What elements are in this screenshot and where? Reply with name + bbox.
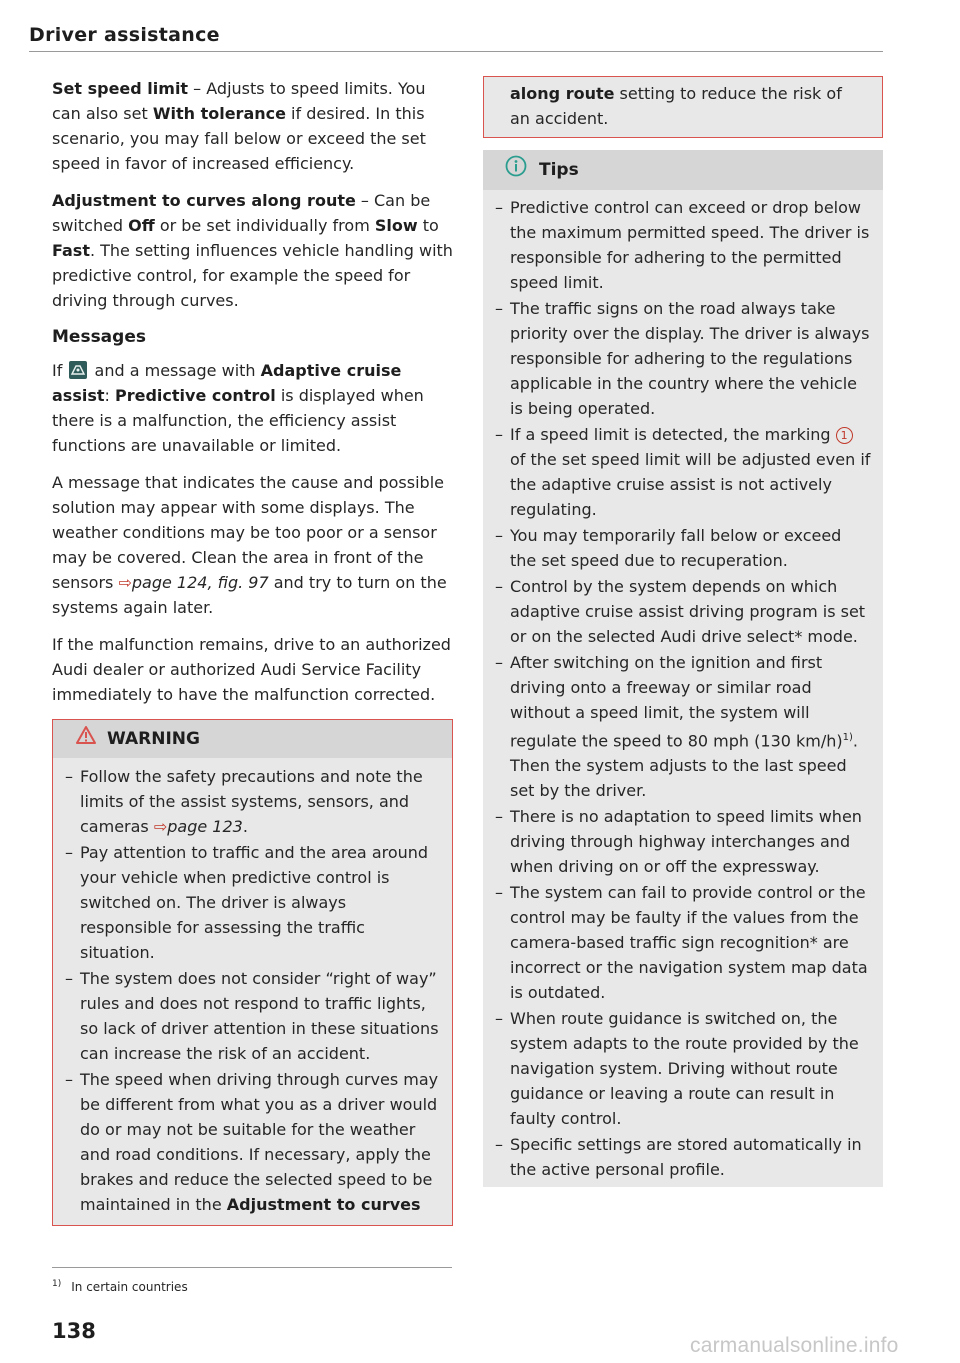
messages-paragraph-1 (52, 358, 454, 458)
tip-item: – Specific settings are stored automatically in the active personal profile. (495, 1132, 871, 1182)
tip-item: – When route guidance is switched on, the system adapts to the route provided by the navigation system. Driving without route guidance or leaving a route can result in faulty control. (495, 1006, 871, 1131)
tips-list (495, 195, 871, 1182)
text: After switching on the ignition and first driving onto a freeway or similar road without a speed limit, the system will regulate the speed to 80 mph (130 km/h) (510, 653, 843, 751)
page-number: 138 (52, 1319, 96, 1343)
term-adaptive-cruise-assist: Adaptive cruise assist (52, 361, 402, 405)
tip-item: – You may temporarily fall below or exceed the set speed due to recuperation. (495, 523, 871, 573)
warning-body (53, 758, 452, 1225)
term-with-tolerance: With tolerance (152, 104, 286, 123)
term-fast: Fast (52, 241, 90, 260)
cross-reference-arrow-icon: ⇨ (153, 817, 168, 836)
watermark: carmanualsonline.info (690, 1334, 899, 1357)
text: of the set speed limit will be adjusted even if the adaptive cruise assist is not actively regulating. (510, 450, 871, 519)
term-set-speed-limit: Set speed limit (52, 79, 189, 98)
term-slow: Slow (374, 216, 418, 235)
footnote (52, 1279, 188, 1294)
page-header-title: Driver assistance (29, 24, 220, 46)
text: If a speed limit is detected, the marking (510, 425, 836, 444)
text: and a message with (89, 361, 261, 380)
set-speed-limit-paragraph (52, 76, 454, 176)
footnote-marker: 1) (52, 1279, 62, 1289)
warning-item (65, 1067, 440, 1217)
messages-paragraph-2 (52, 470, 454, 620)
tips-title: Tips (539, 159, 579, 180)
tips-box (483, 150, 883, 1187)
term-adjustment-to-curves: Adjustment to curves along route (52, 191, 356, 210)
tip-item (495, 650, 871, 803)
text: setting to reduce the risk of an accident. (510, 84, 842, 128)
footnote-text: In certain countries (71, 1280, 188, 1294)
text: – Can be switched (52, 191, 431, 235)
cross-reference-arrow-icon: ⇨ (118, 573, 132, 592)
warning-box (52, 719, 453, 1226)
marking-callout-1: 1 (836, 427, 853, 444)
footnote-divider (52, 1267, 452, 1268)
footnote-reference: 1) (842, 732, 853, 743)
text: . Then the system adjusts to the last speed set by the driver. (510, 731, 858, 801)
text: : (104, 386, 115, 405)
warning-item: – The system does not consider “right of way” rules and does not respond to traffic lights, so lack of driver attention in these situations can increase the risk of an accident. (65, 966, 440, 1066)
text: The speed when driving through curves may be different from what you as a driver would do or may not be suitable for the weather and road conditions. If necessary, apply the brakes and reduce the selected speed to be maintained in the (80, 1070, 439, 1214)
tips-body (483, 190, 883, 1187)
text: – Adjusts to speed limits. You can also set (52, 79, 426, 123)
term-along-route: along route (510, 84, 615, 103)
warning-item (65, 764, 440, 839)
right-column (483, 76, 883, 1187)
text: . (242, 817, 248, 836)
warning-title: WARNING (107, 728, 200, 749)
tip-item (495, 422, 871, 522)
tip-item: – The system can fail to provide control or the control may be faulty if the values from the camera-based traffic sign recognition* are incorrect or the navigation system map data is outdated. (495, 880, 871, 1005)
text: A message that indicates the cause and possible solution may appear with some displays. The weather conditions may be too poor or a sensor may be covered. Clean the area in front of the sensors (52, 473, 444, 592)
warning-continuation-box (483, 76, 883, 138)
messages-paragraph-3: If the malfunction remains, drive to an authorized Audi dealer or authorized Audi Service Facility immediately to have the malfunction corrected. (52, 635, 451, 704)
text: Follow the safety precautions and note the limits of the assist systems, sensors, and cameras (80, 767, 423, 836)
text: to (417, 216, 439, 235)
curves-paragraph (52, 188, 454, 313)
term-predictive-control: Predictive control (114, 386, 276, 405)
info-icon (505, 155, 527, 185)
term-adjustment-to-curves: Adjustment to curves (226, 1195, 421, 1214)
left-column (52, 76, 454, 1226)
text: and try to turn on the systems again later. (52, 573, 447, 617)
warning-triangle-icon (75, 725, 97, 753)
messages-heading: Messages (52, 327, 146, 347)
predictive-control-warning-icon (69, 361, 87, 379)
warning-header (53, 720, 452, 758)
cross-reference-link[interactable]: page 124, fig. 97 (131, 573, 269, 592)
text: if desired. In this scenario, you may fall below or exceed the set speed in favor of increased efficiency. (52, 104, 426, 173)
tip-item: – Predictive control can exceed or drop below the maximum permitted speed. The driver is responsible for adhering to the permitted speed limit. (495, 195, 871, 295)
tips-header (483, 150, 883, 190)
term-off: Off (128, 216, 155, 235)
warning-item: – Pay attention to traffic and the area around your vehicle when predictive control is switched on. The driver is always responsible for assessing the traffic situation. (65, 840, 440, 965)
warning-list (65, 764, 440, 1217)
tip-item: – The traffic signs on the road always take priority over the display. The driver is always responsible for adhering to the regulations applicable in the country where the vehicle is being operated. (495, 296, 871, 421)
text: or be set individually from (154, 216, 375, 235)
header-divider (29, 51, 883, 52)
cross-reference-link[interactable]: page 123 (167, 817, 243, 836)
tip-item: – There is no adaptation to speed limits when driving through highway interchanges and when driving on or off the expressway. (495, 804, 871, 879)
text: If (52, 361, 63, 380)
tip-item: – Control by the system depends on which adaptive cruise assist driving program is set or on the selected Audi drive select* mode. (495, 574, 871, 649)
text: . The setting influences vehicle handling with predictive control, for example the speed for driving through curves. (52, 241, 453, 310)
text: is displayed when there is a malfunction, the efficiency assist functions are unavailable or limited. (52, 386, 424, 455)
